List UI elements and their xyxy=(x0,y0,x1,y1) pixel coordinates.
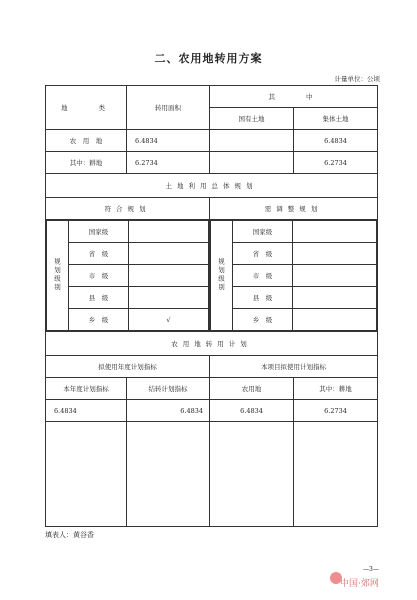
table-row xyxy=(46,400,378,422)
compliant-mark: √ xyxy=(129,309,209,331)
row-area: 6.4834 xyxy=(127,130,210,152)
row-state xyxy=(210,130,294,152)
adjust-mark xyxy=(293,243,377,265)
project-indicator-header: 本项目拟使用计划指标 xyxy=(210,356,378,378)
header-transfer-area: 转用面积 xyxy=(127,86,210,130)
adjust-mark xyxy=(293,221,377,243)
header-collective: 集体土地 xyxy=(294,108,378,130)
table-row xyxy=(46,152,378,174)
level-city: 市 级 xyxy=(233,265,293,287)
adjust-mark xyxy=(293,287,377,309)
level-county: 县 级 xyxy=(69,287,129,309)
compliant-mark xyxy=(129,221,209,243)
level-city: 市 级 xyxy=(69,265,129,287)
level-province: 省 级 xyxy=(69,243,129,265)
header-state-owned: 国有土地 xyxy=(210,108,294,130)
adjust-mark xyxy=(293,309,377,331)
blank-cell xyxy=(294,422,378,527)
needs-adjust-header: 需调整规划 xyxy=(210,198,378,220)
level-province: 省 级 xyxy=(233,243,293,265)
filler-label: 填表人：黄谷香 xyxy=(45,531,94,539)
carryover-value: 6.4834 xyxy=(127,400,210,422)
header-land-class: 地 类 xyxy=(46,86,127,130)
header-of-which: 其 中 xyxy=(210,86,378,108)
plan-section-title: 农用地转用计划 xyxy=(46,332,378,356)
carryover-header: 结转计划指标 xyxy=(127,378,210,400)
planning-section-title: 土地利用总体规划 xyxy=(46,174,378,198)
compliant-block xyxy=(46,220,210,332)
needs-adjust-block xyxy=(210,220,378,332)
level-county: 县 级 xyxy=(233,287,293,309)
level-label: 规划级别 xyxy=(211,221,233,331)
level-township: 乡 级 xyxy=(233,309,293,331)
farmland-header: 农用地 xyxy=(210,378,294,400)
adjust-mark xyxy=(293,265,377,287)
blank-cell xyxy=(127,422,210,527)
row-state xyxy=(210,152,294,174)
level-township: 乡 级 xyxy=(69,309,129,331)
page-number: —3— xyxy=(363,566,379,573)
annual-value: 6.4834 xyxy=(46,400,127,422)
page-title: 二、农用地转用方案 xyxy=(154,52,263,65)
level-label: 规划级别 xyxy=(47,221,69,331)
row-collective: 6.2734 xyxy=(294,152,378,174)
cultivated-value: 6.2734 xyxy=(294,400,378,422)
compliant-mark xyxy=(129,287,209,309)
blank-cell xyxy=(210,422,294,527)
row-label: 其中：耕地 xyxy=(46,152,127,174)
compliant-header: 符合规划 xyxy=(46,198,210,220)
compliant-mark xyxy=(129,265,209,287)
level-national: 国家级 xyxy=(233,221,293,243)
blank-cell xyxy=(46,422,127,527)
row-label: 农 用 地 xyxy=(46,130,127,152)
table-row xyxy=(46,130,378,152)
annual-header: 本年度计划指标 xyxy=(46,378,127,400)
row-area: 6.2734 xyxy=(127,152,210,174)
unit-label: 计量单位：公顷 xyxy=(334,75,380,83)
proposed-indicator-header: 拟使用年度计划指标 xyxy=(46,356,210,378)
row-collective: 6.4834 xyxy=(294,130,378,152)
compliant-mark xyxy=(129,243,209,265)
conversion-table xyxy=(45,85,378,527)
watermark: 中国·郊网 xyxy=(340,579,379,589)
level-national: 国家级 xyxy=(69,221,129,243)
cultivated-header: 其中：耕地 xyxy=(294,378,378,400)
farmland-value: 6.4834 xyxy=(210,400,294,422)
